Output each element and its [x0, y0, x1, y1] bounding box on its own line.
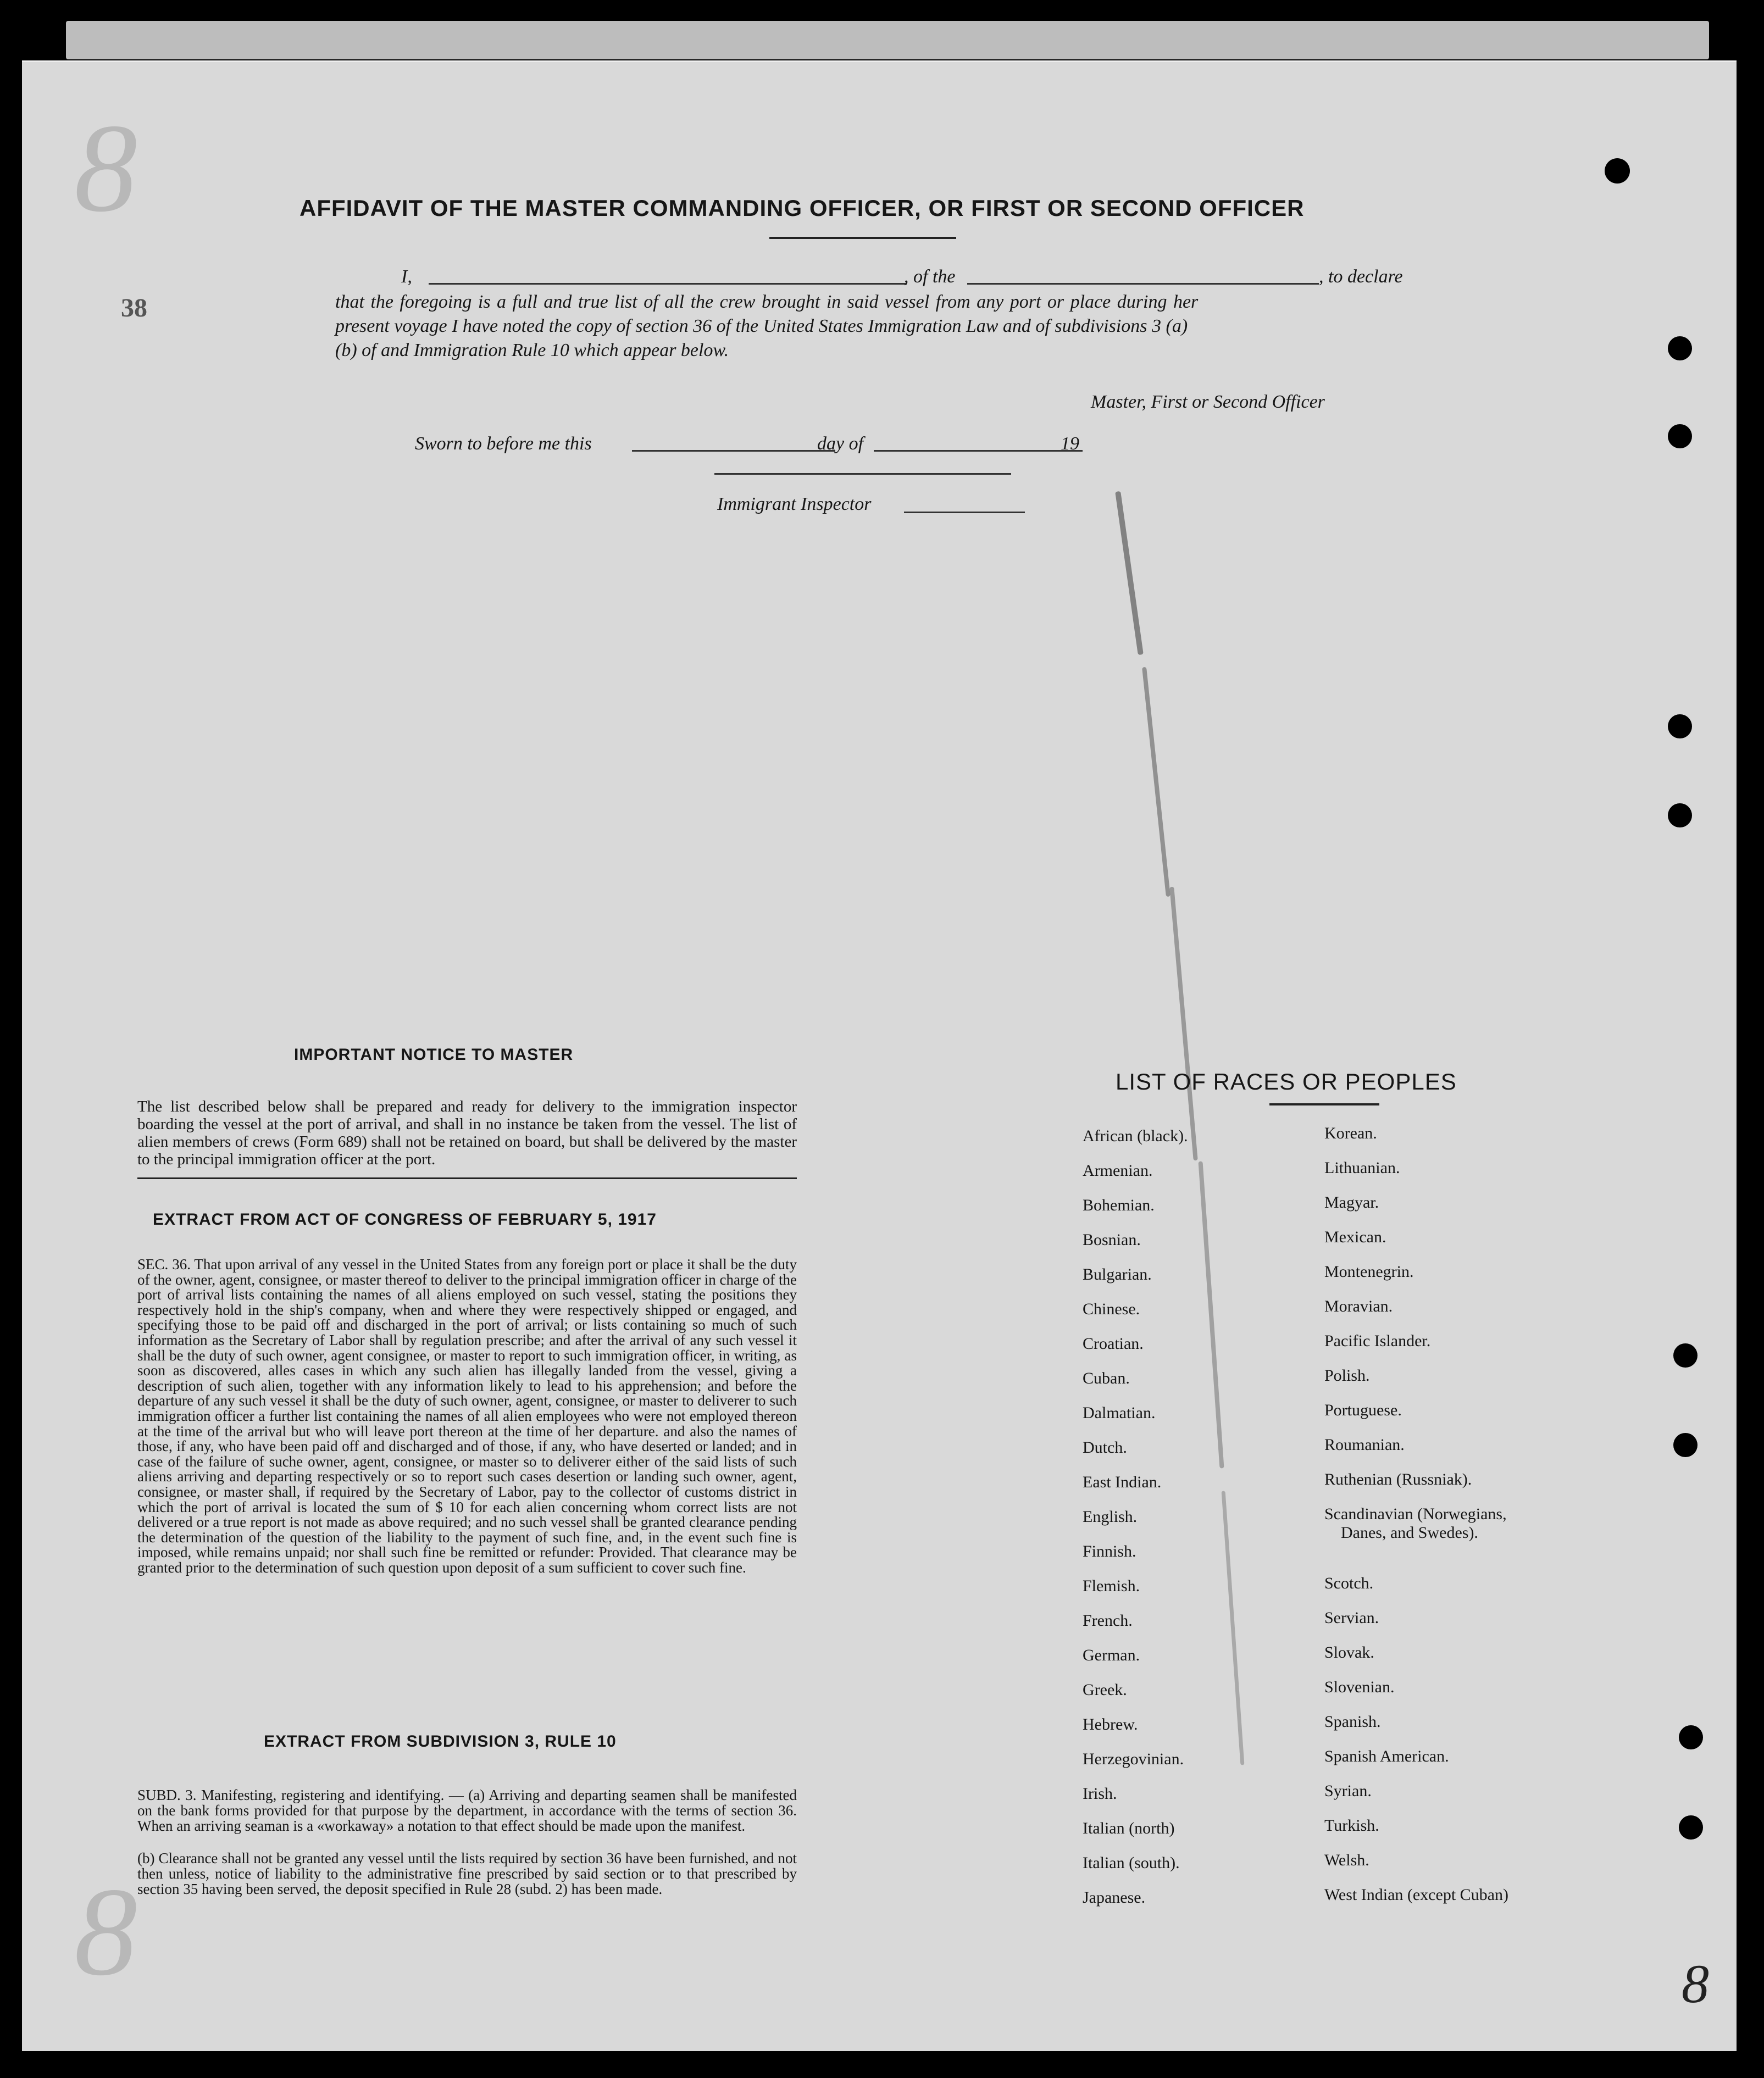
month-blank [874, 450, 1083, 452]
punch-hole [1605, 158, 1630, 184]
signature-label: Master, First or Second Officer [1091, 392, 1325, 412]
race-item: Chinese. [1083, 1300, 1140, 1318]
races-column-2 [1324, 1123, 1508, 1919]
race-item: Welsh. [1324, 1851, 1369, 1869]
extract-rule-body-a: SUBD. 3. Manifesting, registering and identifying. — (a) Arriving and departing seamen shall be manifested on the bank forms provided for that purpose by the department, in accordance with the terms of section 36. When an arriving seaman is a «workaway» a notation to that effect should be made upon the manifest. [137, 1787, 797, 1834]
handwriting-stroke [1198, 1161, 1224, 1468]
notice-rule [137, 1177, 797, 1179]
race-item: Lithuanian. [1324, 1159, 1400, 1177]
race-item: Italian (north) [1083, 1819, 1175, 1837]
top-paper-strip [66, 21, 1709, 59]
race-item: Spanish. [1324, 1713, 1381, 1731]
race-item: Bulgarian. [1083, 1265, 1152, 1284]
race-item: German. [1083, 1646, 1140, 1664]
punch-hole [1679, 1725, 1703, 1749]
inspector-label: Immigrant Inspector [717, 494, 872, 514]
race-item: French. [1083, 1612, 1133, 1630]
race-item: Finnish. [1083, 1542, 1136, 1560]
race-item: East Indian. [1083, 1473, 1162, 1491]
year-label: 19 [1061, 434, 1079, 454]
extract-act-body: SEC. 36. That upon arrival of any vessel in the United States from any foreign port or place it shall be the duty of the owner, agent, consignee, or master thereof to deliver to the principal immigration officer in charge of the port of arrival lists containing the names of all aliens employed on such vessel, stating the positions they respectively hold in the ship's company, when and where they were respectively shipped or engaged, and specifying those to be paid off and discharged in the port of arrival; or lists containing so much of such information as the Secretary of Labor shall by regulation prescribe; and after the arrival of any such vessel it shall be the duty of such owner, agent consignee, or master to report to such immigration officer, in writing, as soon as discovered, alles cases in which any such alien has illegally landed from the vessel, giving a description of such alien, together with any information likely to lead to his apprehension; and before the departure of any such vessel it shall be the duty of such owner, agent, consignee, or master to deliverer to such immigration officer a further list containing the names of all alien employees who were not employed thereon at the time of the arrival but who will leave port thereon at the time of her departure. and also the names of those, if any, who have been paid off and discharged and of those, if any, who have deserted or landed; and in case of the failure of suche owner, agent, consignee, or master so to deliverer either of the said lists of such aliens arriving and departing respectively or so to report such cases desertion or landing such owner, agent, consignee, or master shall, if required by the Secretary of Labor, pay to the collector of customs district in which the port of arrival is located the sum of $ 10 for each alien concerning whom correct lists are not delivered or a true report is not made as above required; and no such vessel shall be granted clearance pending the determination of the question of the liability to the payment of such fine, and, in the event such fine is imposed, while remains unpaid; nor shall such fine be remitted or refunder: Provided. That clearance may be granted prior to the determination of such question upon deposit of a sum sufficient to cover such fine. [137, 1256, 797, 1576]
races-column-1 [1083, 1125, 1188, 1921]
affidavit-line4: (b) of and Immigration Rule 10 which appear below. [335, 340, 729, 360]
punch-hole [1673, 1433, 1698, 1457]
race-item: Hebrew. [1083, 1715, 1138, 1733]
affidavit-line1-declare: , to declare [1319, 266, 1403, 287]
race-item: Irish. [1083, 1785, 1117, 1803]
race-item: Flemish. [1083, 1577, 1140, 1595]
extract-act-title: EXTRACT FROM ACT OF CONGRESS OF FEBRUARY 5, 1917 [153, 1210, 657, 1229]
race-item: Greek. [1083, 1681, 1127, 1699]
sworn-label: Sworn to before me this [415, 434, 592, 454]
affidavit-line2: that the foregoing is a full and true list of all the crew brought in said vessel from any port or place during her [335, 292, 1199, 312]
race-item: Scandinavian (Norwegians, [1324, 1505, 1507, 1523]
affidavit-line3: present voyage I have noted the copy of section 36 of the United States Immigration Law and of subdivisions 3 (a) [335, 316, 1188, 336]
name-blank [429, 283, 907, 285]
punch-hole [1668, 714, 1692, 738]
race-item: Dalmatian. [1083, 1404, 1156, 1422]
handwriting-stroke [1142, 667, 1171, 897]
handwriting-stroke [1169, 887, 1198, 1161]
race-item: Polish. [1324, 1366, 1370, 1385]
bottom-right-mark: 8 [1682, 1953, 1709, 2014]
race-item: Croatian. [1083, 1335, 1144, 1353]
punch-hole [1668, 336, 1692, 360]
races-title-underline [1269, 1103, 1379, 1105]
vessel-blank [967, 283, 1319, 285]
race-item: Roumanian. [1324, 1436, 1405, 1454]
race-item: Bohemian. [1083, 1196, 1155, 1214]
race-item: Danes, and Swedes). [1341, 1524, 1478, 1542]
race-item: West Indian (except Cuban) [1324, 1886, 1508, 1904]
race-item: Ruthenian (Russniak). [1324, 1470, 1472, 1488]
affidavit-line1-of-the: , of the [904, 266, 956, 287]
punch-hole [1673, 1343, 1698, 1368]
race-item: Korean. [1324, 1124, 1377, 1142]
affidavit-line1-i: I, [401, 266, 412, 287]
race-item: Dutch. [1083, 1438, 1127, 1457]
race-item: African (black). [1083, 1127, 1188, 1145]
race-item: Armenian. [1083, 1162, 1153, 1180]
handwriting-stroke [1222, 1491, 1245, 1765]
race-item: Japanese. [1083, 1888, 1146, 1907]
left-number: 38 [121, 293, 147, 323]
punch-hole [1668, 803, 1692, 827]
race-item: Herzegovinian. [1083, 1750, 1184, 1768]
form-page [22, 60, 1737, 2051]
races-title: LIST OF RACES OR PEOPLES [1116, 1069, 1457, 1094]
title-underline [769, 237, 956, 239]
race-item: Cuban. [1083, 1369, 1130, 1387]
punch-hole [1679, 1815, 1703, 1840]
race-item: Slovak. [1324, 1643, 1374, 1662]
day-of-label: day of [817, 434, 864, 454]
notice-title: IMPORTANT NOTICE TO MASTER [294, 1046, 574, 1064]
race-item: Pacific Islander. [1324, 1332, 1431, 1350]
race-item: Bosnian. [1083, 1231, 1141, 1249]
top-left-mark: 8 [74, 98, 137, 238]
race-item: English. [1083, 1508, 1138, 1526]
race-item: Mexican. [1324, 1228, 1386, 1246]
race-item: Syrian. [1324, 1782, 1372, 1800]
race-item: Montenegrin. [1324, 1263, 1414, 1281]
race-item: Slovenian. [1324, 1678, 1395, 1696]
affidavit-title: AFFIDAVIT OF THE MASTER COMMANDING OFFICER, OR FIRST OR SECOND OFFICER [299, 195, 1305, 221]
inspector-rule [714, 473, 1011, 475]
race-item: Spanish American. [1324, 1747, 1449, 1765]
extract-rule-body-b: (b) Clearance shall not be granted any vessel until the lists required by section 36 have been furnished, and not then unless, notice of liability to the administrative fine prescribed by said section or to that prescribed by section 35 having been served, the deposit specified in Rule 28 (subd. 2) has been made. [137, 1850, 797, 1897]
punch-hole [1668, 424, 1692, 448]
bottom-left-mark: 8 [74, 1862, 137, 2002]
race-item: Italian (south). [1083, 1854, 1180, 1872]
inspector-blank [904, 512, 1025, 513]
race-item: Scotch. [1324, 1574, 1374, 1592]
notice-body: The list described below shall be prepared and ready for delivery to the immigration inspector boarding the vessel at the port of arrival, and shall in no instance be taken from the vessel. The list of alien members of crews (Form 689) shall not be retained on board, but shall be delivered by the master to the principal immigration officer at the port. [137, 1098, 797, 1168]
handwriting-stroke [1115, 491, 1144, 655]
race-item: Portuguese. [1324, 1401, 1402, 1419]
extract-rule-title: EXTRACT FROM SUBDIVISION 3, RULE 10 [264, 1732, 617, 1751]
race-item: Turkish. [1324, 1816, 1379, 1835]
race-item: Magyar. [1324, 1193, 1379, 1212]
day-blank [632, 450, 835, 452]
race-item: Moravian. [1324, 1297, 1393, 1315]
race-item: Servian. [1324, 1609, 1379, 1627]
